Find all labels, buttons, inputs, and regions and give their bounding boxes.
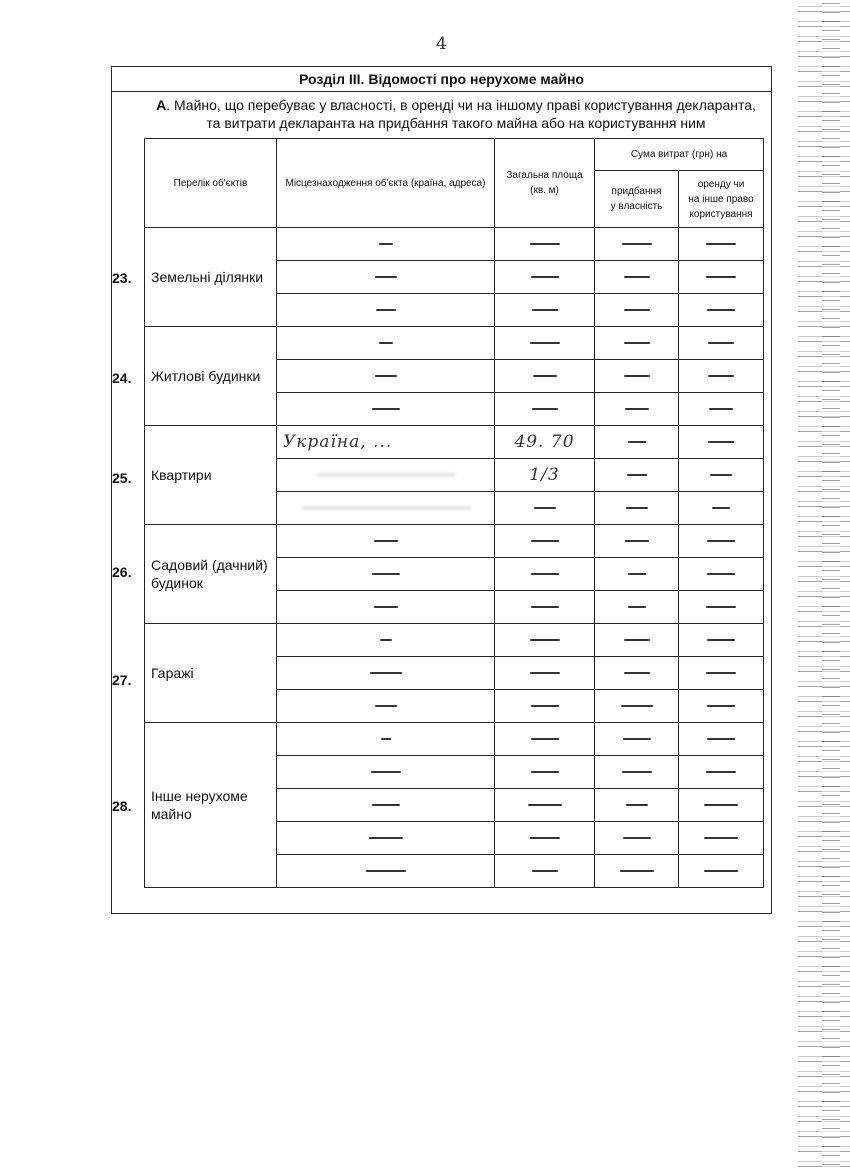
cell-area <box>495 459 595 492</box>
header-objects: Перелік об'єктів <box>145 139 277 228</box>
scan-edge-artifact-inner <box>822 0 840 1169</box>
cell-purchase <box>595 690 679 723</box>
property-table-wrap <box>144 138 764 888</box>
cell-area <box>495 756 595 789</box>
cell-purchase <box>595 327 679 360</box>
cell-location <box>277 723 495 756</box>
section-subtitle <box>111 96 801 132</box>
header-area <box>495 139 595 228</box>
cell-rent <box>679 294 764 327</box>
cell-location <box>277 624 495 657</box>
cell-purchase <box>595 492 679 525</box>
cell-rent <box>679 558 764 591</box>
cell-location <box>277 261 495 294</box>
cell-purchase <box>595 624 679 657</box>
cell-area <box>495 393 595 426</box>
header-purchase-line1: придбання <box>611 186 662 197</box>
cell-rent <box>679 228 764 261</box>
cell-purchase <box>595 657 679 690</box>
cell-area <box>495 624 595 657</box>
cell-location-redacted <box>277 459 495 492</box>
cell-purchase <box>595 822 679 855</box>
cell-area <box>495 360 595 393</box>
cell-purchase <box>595 393 679 426</box>
header-area-line2: (кв. м) <box>530 185 559 196</box>
cell-purchase <box>595 789 679 822</box>
handwritten-share: 1/3 <box>529 465 560 485</box>
cell-purchase <box>595 525 679 558</box>
cell-rent <box>679 393 764 426</box>
section-title: Розділ III. Відомості про нерухоме майно <box>111 66 772 92</box>
cell-location <box>277 228 495 261</box>
cell-location <box>277 294 495 327</box>
cell-area <box>495 723 595 756</box>
header-rent-line1: оренду чи <box>697 178 745 190</box>
cell-purchase <box>595 228 679 261</box>
cell-rent <box>679 624 764 657</box>
cell-purchase <box>595 723 679 756</box>
cell-purchase <box>595 756 679 789</box>
cell-purchase <box>595 294 679 327</box>
cell-purchase <box>595 459 679 492</box>
row-number-27: 27. <box>112 672 132 688</box>
cell-area <box>495 492 595 525</box>
cell-rent <box>679 261 764 294</box>
category-houses: Житлові будинки <box>145 327 277 426</box>
cell-purchase <box>595 855 679 888</box>
cell-location <box>277 426 495 459</box>
cell-area <box>495 327 595 360</box>
cell-area <box>495 789 595 822</box>
cell-area <box>495 261 595 294</box>
property-table <box>144 138 764 888</box>
cell-rent <box>679 789 764 822</box>
page-number: 4 <box>436 34 447 54</box>
cell-purchase <box>595 591 679 624</box>
cell-purchase <box>595 360 679 393</box>
cell-rent <box>679 525 764 558</box>
cell-location <box>277 657 495 690</box>
cell-location <box>277 393 495 426</box>
cell-rent <box>679 459 764 492</box>
cell-area <box>495 657 595 690</box>
header-purchase <box>595 171 679 228</box>
cell-area <box>495 426 595 459</box>
row-number-26: 26. <box>112 564 132 580</box>
cell-location-redacted <box>277 492 495 525</box>
cell-purchase <box>595 558 679 591</box>
cell-rent <box>679 657 764 690</box>
cell-area <box>495 228 595 261</box>
cell-location <box>277 756 495 789</box>
header-rent-line2: на інше право <box>688 193 754 205</box>
cell-location <box>277 360 495 393</box>
header-rent-line3: користування <box>689 208 753 220</box>
subtitle-line2: та витрати декларанта на придбання такого майна або на користування ним <box>206 115 706 131</box>
cell-rent <box>679 327 764 360</box>
cell-area <box>495 294 595 327</box>
cell-rent <box>679 756 764 789</box>
cell-rent <box>679 690 764 723</box>
cell-rent <box>679 426 764 459</box>
cell-location <box>277 591 495 624</box>
handwritten-area: 49. 70 <box>514 432 575 452</box>
cell-rent <box>679 492 764 525</box>
category-apartments: Квартири <box>145 426 277 525</box>
category-country-house: Садовий (дачний) будинок <box>145 525 277 624</box>
cell-purchase <box>595 261 679 294</box>
category-garages: Гаражі <box>145 624 277 723</box>
cell-area <box>495 690 595 723</box>
cell-rent <box>679 822 764 855</box>
header-rent <box>679 171 764 228</box>
subtitle-lead: А <box>156 97 167 113</box>
cell-location <box>277 855 495 888</box>
cell-location <box>277 690 495 723</box>
cell-rent <box>679 591 764 624</box>
cell-area <box>495 591 595 624</box>
cell-location <box>277 789 495 822</box>
row-number-28: 28. <box>112 798 132 814</box>
cell-location <box>277 822 495 855</box>
row-number-23: 23. <box>112 270 132 286</box>
handwritten-location: Україна, ... <box>283 432 393 452</box>
cell-area <box>495 525 595 558</box>
cell-rent <box>679 360 764 393</box>
cell-area <box>495 822 595 855</box>
cell-location <box>277 558 495 591</box>
header-costs: Сума витрат (грн) на <box>595 139 764 171</box>
header-area-line1: Загальна площа <box>506 170 583 181</box>
header-location: Місцезнаходження об'єкта (країна, адреса) <box>277 139 495 228</box>
cell-location <box>277 327 495 360</box>
cell-area <box>495 558 595 591</box>
cell-location <box>277 525 495 558</box>
row-number-25: 25. <box>112 470 132 486</box>
row-number-24: 24. <box>112 370 132 386</box>
cell-purchase <box>595 426 679 459</box>
category-other-property: Інше нерухоме майно <box>145 723 277 888</box>
cell-rent <box>679 855 764 888</box>
cell-rent <box>679 723 764 756</box>
cell-area <box>495 855 595 888</box>
header-purchase-line2: у власність <box>610 201 663 212</box>
subtitle-line1: . Майно, що перебуває у власності, в оренді чи на іншому праві користування декларанта, <box>166 97 756 113</box>
category-land: Земельні ділянки <box>145 228 277 327</box>
